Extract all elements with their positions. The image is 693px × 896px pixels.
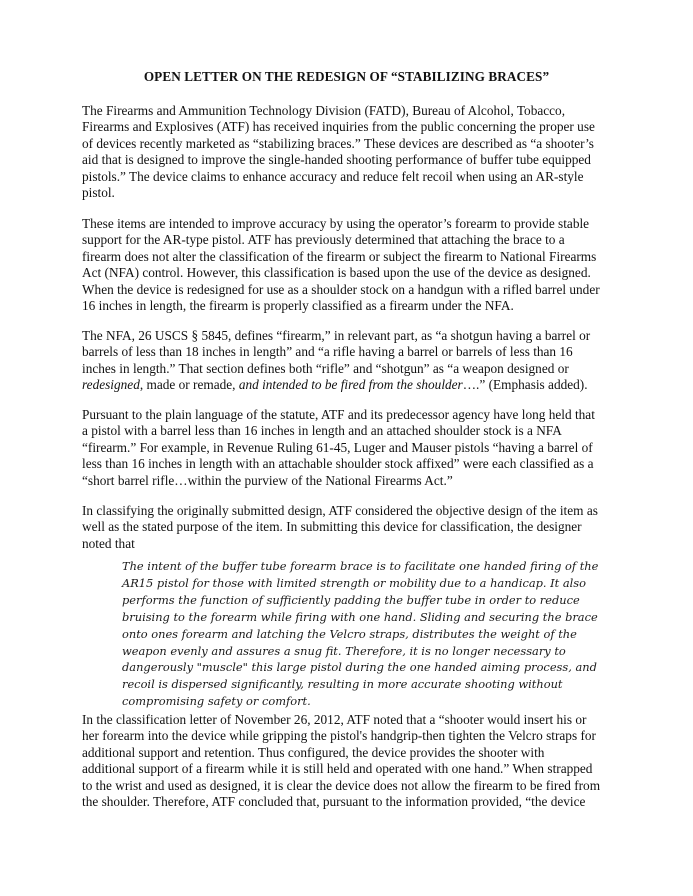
text-line: of devices recently marketed as “stabilizing braces.” These devices are described as “a shooter’s — [82, 135, 594, 151]
emphasis-text: and intended to be fired from the shoulder — [238, 377, 463, 393]
text-line: “firearm.” For example, in Revenue Ruling 61-45, Luger and Mauser pistols “having a barrel of — [82, 439, 593, 455]
text-line: additional support of a firearm while it is still held and operated with one hand.” When strapped — [82, 761, 593, 777]
quote-line: dangerously "muscle" this large pistol during the one handed aiming process, and — [122, 660, 597, 675]
text-line: The Firearms and Ammunition Technology Division (FATD), Bureau of Alcohol, Tobacco, — [82, 103, 566, 118]
quote-line: onto ones forearm and latching the Velcro straps, distributes the weight of the — [122, 626, 577, 641]
paragraph-accuracy — [82, 216, 618, 314]
text-line: In classifying the originally submitted design, ATF considered the objective design of the item as — [82, 503, 598, 518]
text-line: These items are intended to improve accuracy by using the operator’s forearm to provide stable — [82, 216, 590, 231]
text-line: Act (NFA) control. However, this classification is based upon the use of the device as designed. — [82, 265, 591, 281]
quote-line: The intent of the buffer tube forearm brace is to facilitate one handed firing of the — [122, 559, 599, 573]
emphasis-text: redesigned — [82, 377, 140, 393]
text-line — [82, 377, 618, 393]
text-line: aid that is designed to improve the single-handed shooting performance of buffer tube equipped — [82, 152, 591, 168]
text-line: firearm does not alter the classification of the firearm or subject the firearm to National Firearms — [82, 248, 597, 264]
text-line: to the wrist and used as designed, it is clear the device does not allow the firearm to be fired from — [82, 777, 601, 793]
quote-line: compromising safety or comfort. — [122, 694, 311, 709]
text-line: a pistol with a barrel less than 16 inches in length and an attached shoulder stock is a NFA — [82, 423, 562, 439]
text-line: pistol. — [82, 185, 115, 201]
paragraph-classification-letter — [82, 712, 618, 810]
text-line: less than 16 inches in length with an attachable shoulder stock affixed” were each classified as a — [82, 456, 594, 472]
paragraph-intro — [82, 103, 618, 201]
paragraph-nfa-definition — [82, 328, 618, 394]
text-line: well as the stated purpose of the item. In submitting this device for classification, the designer — [82, 519, 582, 535]
text-line: additional support and retention. Thus configured, the device provides the shooter with — [82, 744, 545, 760]
text-line: When the device is redesigned for use as a shoulder stock on a handgun with a rifled barrel under — [82, 281, 600, 297]
text-segment: ….” (Emphasis added). — [462, 377, 588, 393]
quote-line: bruising to the forearm while firing with one hand. Sliding and securing the brace — [122, 609, 598, 624]
text-line: The NFA, 26 USCS § 5845, defines “firearm,” in relevant part, as “a shotgun having a barrel or — [82, 328, 591, 343]
quote-line: weapon evenly and assures a snug fit. Therefore, it is no longer necessary to — [122, 643, 566, 658]
block-quote — [122, 558, 599, 710]
text-line: support for the AR-type pistol. ATF has previously determined that attaching the brace to a — [82, 232, 565, 248]
text-line: barrels of less than 18 inches in length” and “a rifle having a barrel or barrels of less than 16 — [82, 344, 573, 360]
text-line: the shoulder. Therefore, ATF concluded that, pursuant to the information provided, “the device — [82, 794, 586, 810]
text-line: 16 inches in length, the firearm is properly classified as a firearm under the NFA. — [82, 298, 514, 314]
text-line: noted that — [82, 535, 135, 551]
text-line: her forearm into the device while gripping the pistol's handgrip-then tighten the Velcro straps for — [82, 728, 596, 744]
quote-line: performs the function of sufficiently padding the buffer tube in order to reduce — [122, 592, 580, 607]
text-line: In the classification letter of November 26, 2012, ATF noted that a “shooter would insert his or — [82, 712, 587, 727]
quote-line: AR15 pistol for those with limited strength or mobility due to a handicap. It also — [122, 575, 587, 590]
page-title: OPEN LETTER ON THE REDESIGN OF “STABILIZING BRACES” — [143, 69, 550, 84]
text-line: Firearms and Explosives (ATF) has received inquiries from the public concerning the proper use — [82, 119, 595, 135]
quote-line: recoil is dispersed significantly, resulting in more accurate shooting without — [122, 677, 563, 692]
paragraph-statute — [82, 407, 618, 489]
text-segment: , made or remade, — [139, 377, 239, 393]
paragraph-classification — [82, 503, 618, 552]
text-line: Pursuant to the plain language of the statute, ATF and its predecessor agency have long held that — [82, 407, 595, 422]
text-line: inches in length.” That section defines both “rifle” and “shotgun” as “a weapon designed or — [82, 360, 569, 376]
text-line: “short barrel rifle…within the purview of the National Firearms Act.” — [82, 472, 453, 488]
text-line: pistols.” The device claims to enhance accuracy and reduce felt recoil when using an AR-style — [82, 168, 584, 184]
